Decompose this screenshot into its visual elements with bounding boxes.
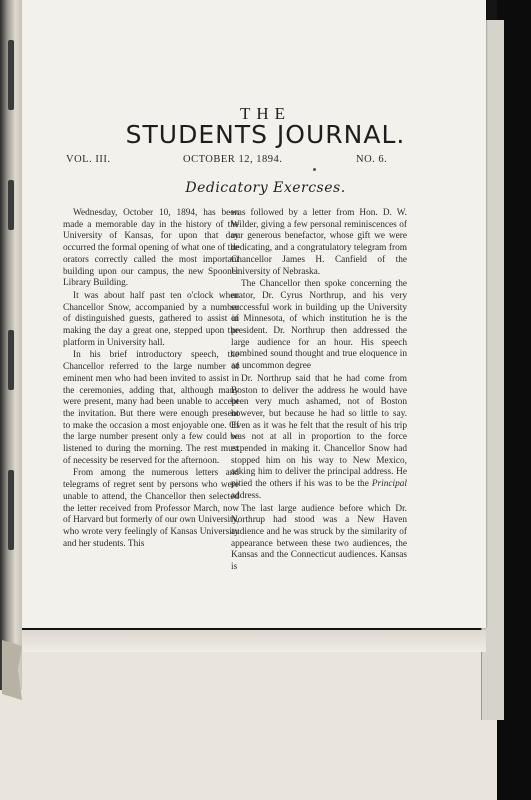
paragraph: The Chancellor then spoke concerning the orator, Dr. Cyrus Northrup, and his very successful work in building up the University of Minnesota, of which institution he is the president. Dr. Northrup then addressed the large audience for an hour. His speech combined sound thought and true eloquence in an uncommon degree [231,279,407,372]
paragraph-text: address. [231,490,262,501]
paragraph [231,374,407,503]
ink-speck [313,168,316,171]
issue-date: OCTOBER 12, 1894. [183,154,283,165]
volume-number: VOL. III. [66,154,111,165]
binding-stitch [8,470,14,550]
underlying-sheet [0,640,531,800]
issue-number: NO. 6. [356,154,388,165]
paragraph: It was about half past ten o'clock when Chancellor Snow, accompanied by a number of distinguished guests, gathered to assist in making the day a great one, stepped upon the platform in University hall. [63,290,239,348]
paragraph: From among the numerous letters and telegrams of regret sent by persons who were unable to attend, the Chancellor then selected the letter received from Professor March, now of Harvard but formerly of our own University, who wrote very feelingly of Kansas University and her students. This [63,468,239,549]
masthead-title: STUDENTS JOURNAL. [125,120,406,149]
paragraph: In his brief introductory speech, the Chancellor referred to the large number of eminent men who had been invited to assist in the ceremonies, adding that, although many were present, many had been unable to accept the invitation. But there were enough present to make the occasion a most enjoyable one. Of the large number present only a few could be listened to during the morning. The rest must of necessity be reserved for the afternoon. [63,350,239,466]
article-heading: Dedicatory Exercses. [185,180,346,196]
paragraph: Wednesday, October 10, 1894, has been made a memorable day in the history of the University of Kansas, for upon that day occurred the formal opening of what one of the orators correctly called the most important building upon our campus, the new Spooner Library Building. [63,208,239,289]
binding-stitch [8,330,14,390]
italic-word: Principal [371,479,407,490]
left-column [63,208,239,551]
right-column [231,208,407,575]
paragraph: The last large audience before which Dr. Northrup had stood was a New Haven audience and he was struck by the similarity of appearance between these two audiences, the Kansas and the Connecticut audiences. Kansas is [231,503,407,573]
paragraph: was followed by a letter from Hon. D. W. Wilder, giving a few personal reminiscences of our generous benefactor, whose gift we were dedicating, and a congratulatory telegram from Chancellor James H. Canfield of the University of Nebraska. [231,208,407,277]
page-fold [0,630,486,652]
masthead-the: THE [239,104,292,123]
binding-stitch [8,40,14,110]
paragraph-text: Dr. Northrup said that he had come from Boston to deliver the address he would have been very much ashamed, not of Boston however, but because he had so little to say. Even as it was he felt that the result of his trip was not at all in proportion to the force expended in making it. Chancellor Snow had stopped him on his way to New Mexico, asking him to deliver the principal address. He pitied the others if his was to be the [231,373,407,490]
